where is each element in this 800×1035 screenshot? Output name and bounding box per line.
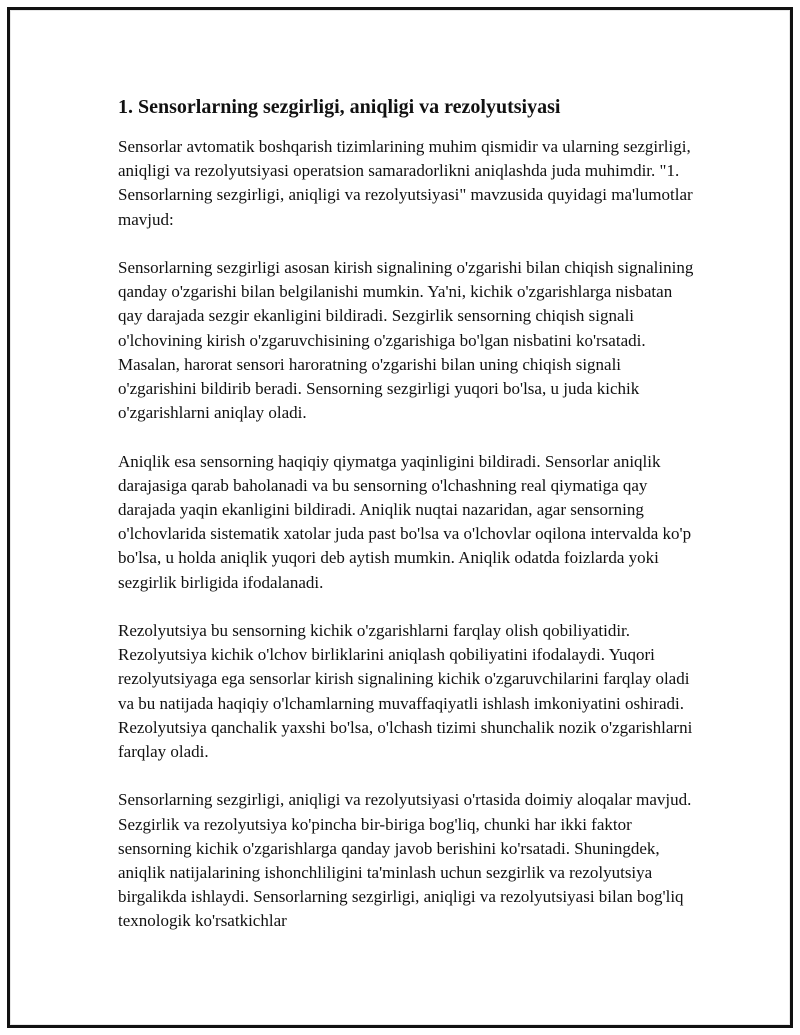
paragraph-resolution: Rezolyutsiya bu sensorning kichik o'zgarishlarni farqlay olish qobiliyatidir. Rezolyutsiya kichik o'lchov birliklarini aniqlash qobiliyatini ifodalaydi. Yuqori rezolyutsiyaga ega sensorlar kirish signalining kichik o'zgaruvchilarini farqlay oladi va bu natijada haqiqiy o'lchamlarning muvaffaqiyatli ishlash imkoniyatini oshiradi. Rezolyutsiya qanchalik yaxshi bo'lsa, o'lchash tizimi shunchalik nozik o'zgarishlarni farqlay oladi. [118, 621, 693, 762]
paragraph-relationship: Sensorlarning sezgirligi, aniqligi va rezolyutsiyasi o'rtasida doimiy aloqalar mavjud. Sezgirlik va rezolyutsiya ko'pincha bir-biriga bog'liq, chunki har ikki faktor sensorning kichik o'zgarishlarga qanday javob berishini ko'rsatadi. Shuningdek, aniqlik natijalarining ishonchliligini ta'minlash uchun sezgirlik va rezolyutsiya birgalikda ishlaydi. Sensorlarning sezgirligi, aniqligi va rezolyutsiyasi bilan bog'liq texnologik ko'rsatkichlar [118, 790, 692, 931]
paragraph-sensitivity: Sensorlarning sezgirligi asosan kirish signalining o'zgarishi bilan chiqish signalining qanday o'zgarishi bilan belgilanishi mumkin. Ya'ni, kichik o'zgarishlarga nisbatan qay darajada sezgir ekanligini bildiradi. Sezgirlik sensorning chiqish signali o'lchovining kirish o'zgaruvchisining o'zgarishiga bo'lgan nisbatini ko'rsatadi. Masalan, harorat sensori haroratning o'zgarishi bilan uning chiqish signali o'zgarishini bildirib beradi. Sensorning sezgirligi yuqori bo'lsa, u juda kichik o'zgarishlarni aniqlay oladi. [118, 258, 694, 423]
section-heading: 1. Sensorlarning sezgirligi, aniqligi va rezolyutsiyasi [118, 96, 561, 118]
document-body [118, 93, 694, 958]
paragraph-intro: Sensorlar avtomatik boshqarish tizimlarining muhim qismidir va ularning sezgirligi, aniqligi va rezolyutsiyasi operatsion samaradorlikni aniqlashda juda muhimdir. "1. Sensorlarning sezgirligi, aniqligi va rezolyutsiyasi" mavzusida quyidagi ma'lumotlar mavjud: [118, 137, 693, 229]
paragraph-accuracy: Aniqlik esa sensorning haqiqiy qiymatga yaqinligini bildiradi. Sensorlar aniqlik darajasiga qarab baholanadi va bu sensorning o'lchashning real qiymatiga qay darajada yaqin ekanligini bildiradi. Aniqlik nuqtai nazaridan, agar sensorning o'lchovlarida sistematik xatolar juda past bo'lsa va o'lchovlar oqilona intervalda ko'p bo'lsa, u holda aniqlik yuqori deb aytish mumkin. Aniqlik odatda foizlarda yoki sezgirlik birligida ifodalanadi. [118, 451, 692, 592]
